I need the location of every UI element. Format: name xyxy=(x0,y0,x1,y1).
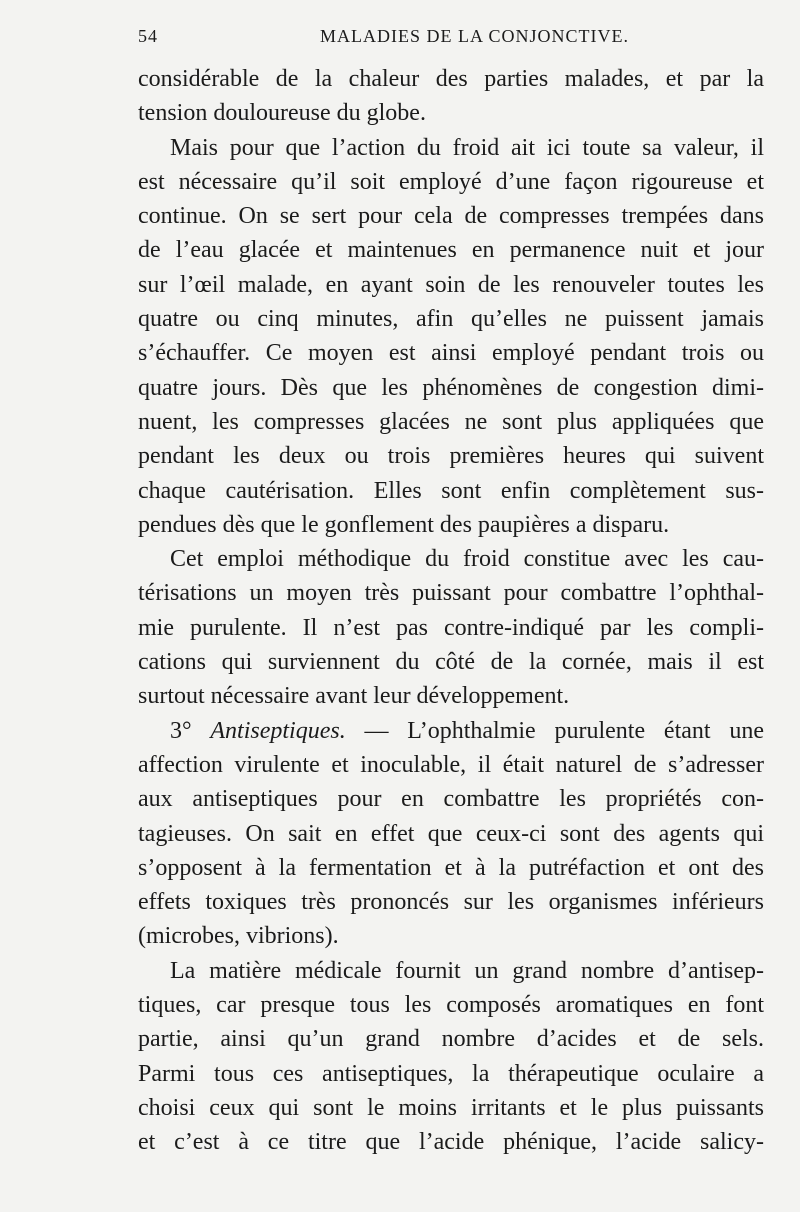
text-line: tagieuses. On sait en effet que ceux-ci sont des agents qui xyxy=(138,820,764,847)
page-header xyxy=(138,26,760,50)
text-line: est nécessaire qu’il soit employé d’une façon rigoureuse et xyxy=(138,168,764,195)
text-line: térisations un moyen très puissant pour combattre l’ophthal- xyxy=(138,580,764,607)
section-heading-line xyxy=(138,714,764,748)
section-number: 3° xyxy=(170,717,211,744)
page-body xyxy=(138,62,764,1160)
text-line: de l’eau glacée et maintenues en permanence nuit et jour xyxy=(138,237,764,264)
text-line: mie purulente. Il n’est pas contre-indiqué par les compli- xyxy=(138,614,764,641)
text-line: Parmi tous ces antiseptiques, la thérapeutique oculaire a xyxy=(138,1060,764,1087)
paragraph xyxy=(138,542,764,713)
paragraph xyxy=(138,62,764,131)
text-line: quatre ou cinq minutes, afin qu’elles ne puissent jamais xyxy=(138,306,764,333)
text-line: et c’est à ce titre que l’acide phénique, l’acide salicy- xyxy=(138,1129,764,1156)
text-line: affection virulente et inoculable, il était naturel de s’adresser xyxy=(138,751,764,778)
text-line: chaque cautérisation. Elles sont enfin complètement sus- xyxy=(138,477,764,504)
text-line: La matière médicale fournit un grand nombre d’antisep- xyxy=(170,957,764,984)
text-line: s’échauffer. Ce moyen est ainsi employé pendant trois ou xyxy=(138,340,764,367)
text-line: surtout nécessaire avant leur développement. xyxy=(138,683,570,710)
text-line: choisi ceux qui sont le moins irritants et le plus puissants xyxy=(138,1094,764,1121)
paragraph xyxy=(138,954,764,1160)
text-line: pendues dès que le gonflement des paupières a disparu. xyxy=(138,511,670,538)
text-line: tension douloureuse du globe. xyxy=(138,100,426,127)
text-line: considérable de la chaleur des parties malades, et par la xyxy=(138,66,764,92)
text-line: partie, ainsi qu’un grand nombre d’acides et de sels. xyxy=(138,1026,764,1053)
text-line: effets toxiques très prononcés sur les organismes inférieurs xyxy=(138,889,764,916)
paragraph xyxy=(138,714,764,954)
text-line: sur l’œil malade, en ayant soin de les renouveler toutes les xyxy=(138,271,764,298)
text-line: pendant les deux ou trois premières heures qui suivent xyxy=(138,443,764,470)
text-line: Cet emploi méthodique du froid constitue avec les cau- xyxy=(170,546,764,573)
paragraph xyxy=(138,131,764,543)
page-number: 54 xyxy=(138,26,158,46)
section-text: — L’ophthalmie purulente étant une xyxy=(345,717,764,744)
text-line: nuent, les compresses glacées ne sont plus appliquées que xyxy=(138,408,764,435)
running-title: MALADIES DE LA CONJONCTIVE. xyxy=(320,26,629,46)
text-line: (microbes, vibrions). xyxy=(138,923,339,950)
text-line: s’opposent à la fermentation et à la putréfaction et ont des xyxy=(138,854,764,881)
text-line: continue. On se sert pour cela de compresses trempées dans xyxy=(138,203,764,230)
text-line: cations qui surviennent du côté de la cornée, mais il est xyxy=(138,649,764,676)
section-title: Antiseptiques. xyxy=(210,717,346,744)
text-line: tiques, car presque tous les composés aromatiques en font xyxy=(138,992,764,1019)
text-line: aux antiseptiques pour en combattre les propriétés con- xyxy=(138,786,764,813)
text-line: quatre jours. Dès que les phénomènes de congestion dimi- xyxy=(138,374,764,401)
text-line: Mais pour que l’action du froid ait ici toute sa valeur, il xyxy=(170,134,764,161)
